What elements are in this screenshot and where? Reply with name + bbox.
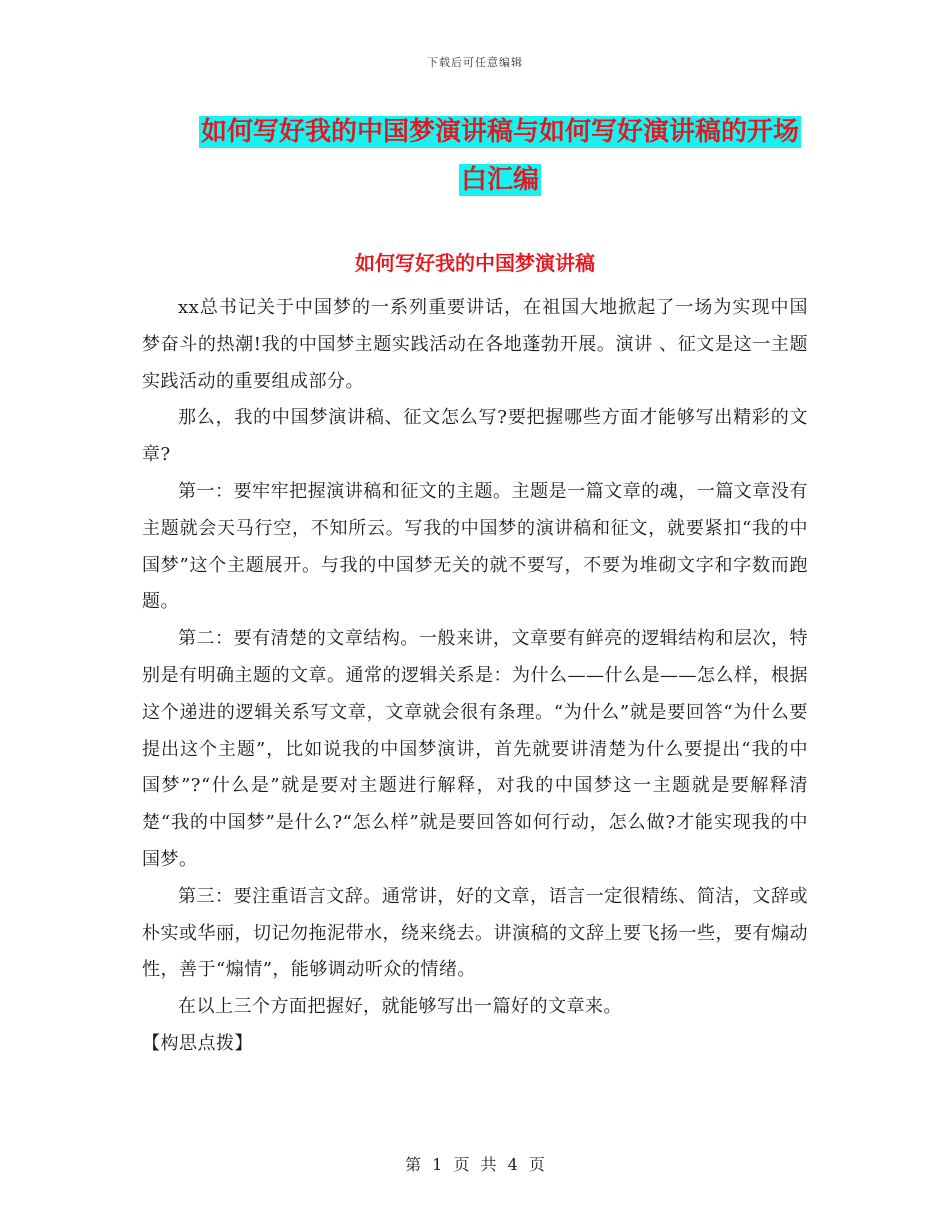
page-header-note: 下载后可任意编辑: [427, 56, 523, 69]
section-heading: 如何写好我的中国梦演讲稿: [355, 251, 595, 275]
body-paragraph: 第三：要注重语言文辞。通常讲，好的文章，语言一定很精练、简洁，文辞或朴实或华丽，切记勿拖泥带水，绕来绕去。讲演稿的文辞上要飞扬一些，要有煽动性，善于“煽情”，能够调动听众的情绪。: [142, 885, 808, 981]
body-paragraph: 在以上三个方面把握好，就能够写出一篇好的文章来。: [178, 996, 622, 1018]
body-paragraph: 第二：要有清楚的文章结构。一般来讲，文章要有鲜亮的逻辑结构和层次，特别是有明确主题的文章。通常的逻辑关系是：为什么——什么是——怎么样，根据这个递进的逻辑关系写文章，文章就会很有条理。“为什么”就是要回答“为什么要提出这个主题”，比如说我的中国梦演讲，首先就要讲清楚为什么要提出“我的中国梦”?“什么是”就是要对主题进行解释，对我的中国梦这一主题就是要解释清楚“我的中国梦”是什么?“怎么样”就是要回答如何行动，怎么做?才能实现我的中国梦。: [142, 628, 808, 870]
subsection-label: 【构思点拨】: [142, 1032, 253, 1054]
document-body: [142, 290, 808, 1063]
document-title-line-2: 白汇编: [460, 165, 539, 195]
body-paragraph: 第一：要牢牢把握演讲稿和征文的主题。主题是一篇文章的魂，一篇文章没有主题就会天马行空，不知所云。写我的中国梦的演讲稿和征文，就要紧扣“我的中国梦”这个主题展开。与我的中国梦无关的就不要写，不要为堆砌文字和字数而跑题。: [142, 480, 808, 613]
body-paragraph: 那么，我的中国梦演讲稿、征文怎么写?要把握哪些方面才能够写出精彩的文章?: [142, 407, 808, 466]
page-number-footer: 第 1 页 共 4 页: [405, 1155, 545, 1174]
body-paragraph: xx总书记关于中国梦的一系列重要讲话，在祖国大地掀起了一场为实现中国梦奋斗的热潮!我的中国梦主题实践活动在各地蓬勃开展。演讲 、征文是这一主题实践活动的重要组成部分。: [142, 297, 808, 392]
document-title: [120, 108, 880, 204]
document-title-line-1: 如何写好我的中国梦演讲稿与如何写好演讲稿的开场: [200, 117, 799, 147]
